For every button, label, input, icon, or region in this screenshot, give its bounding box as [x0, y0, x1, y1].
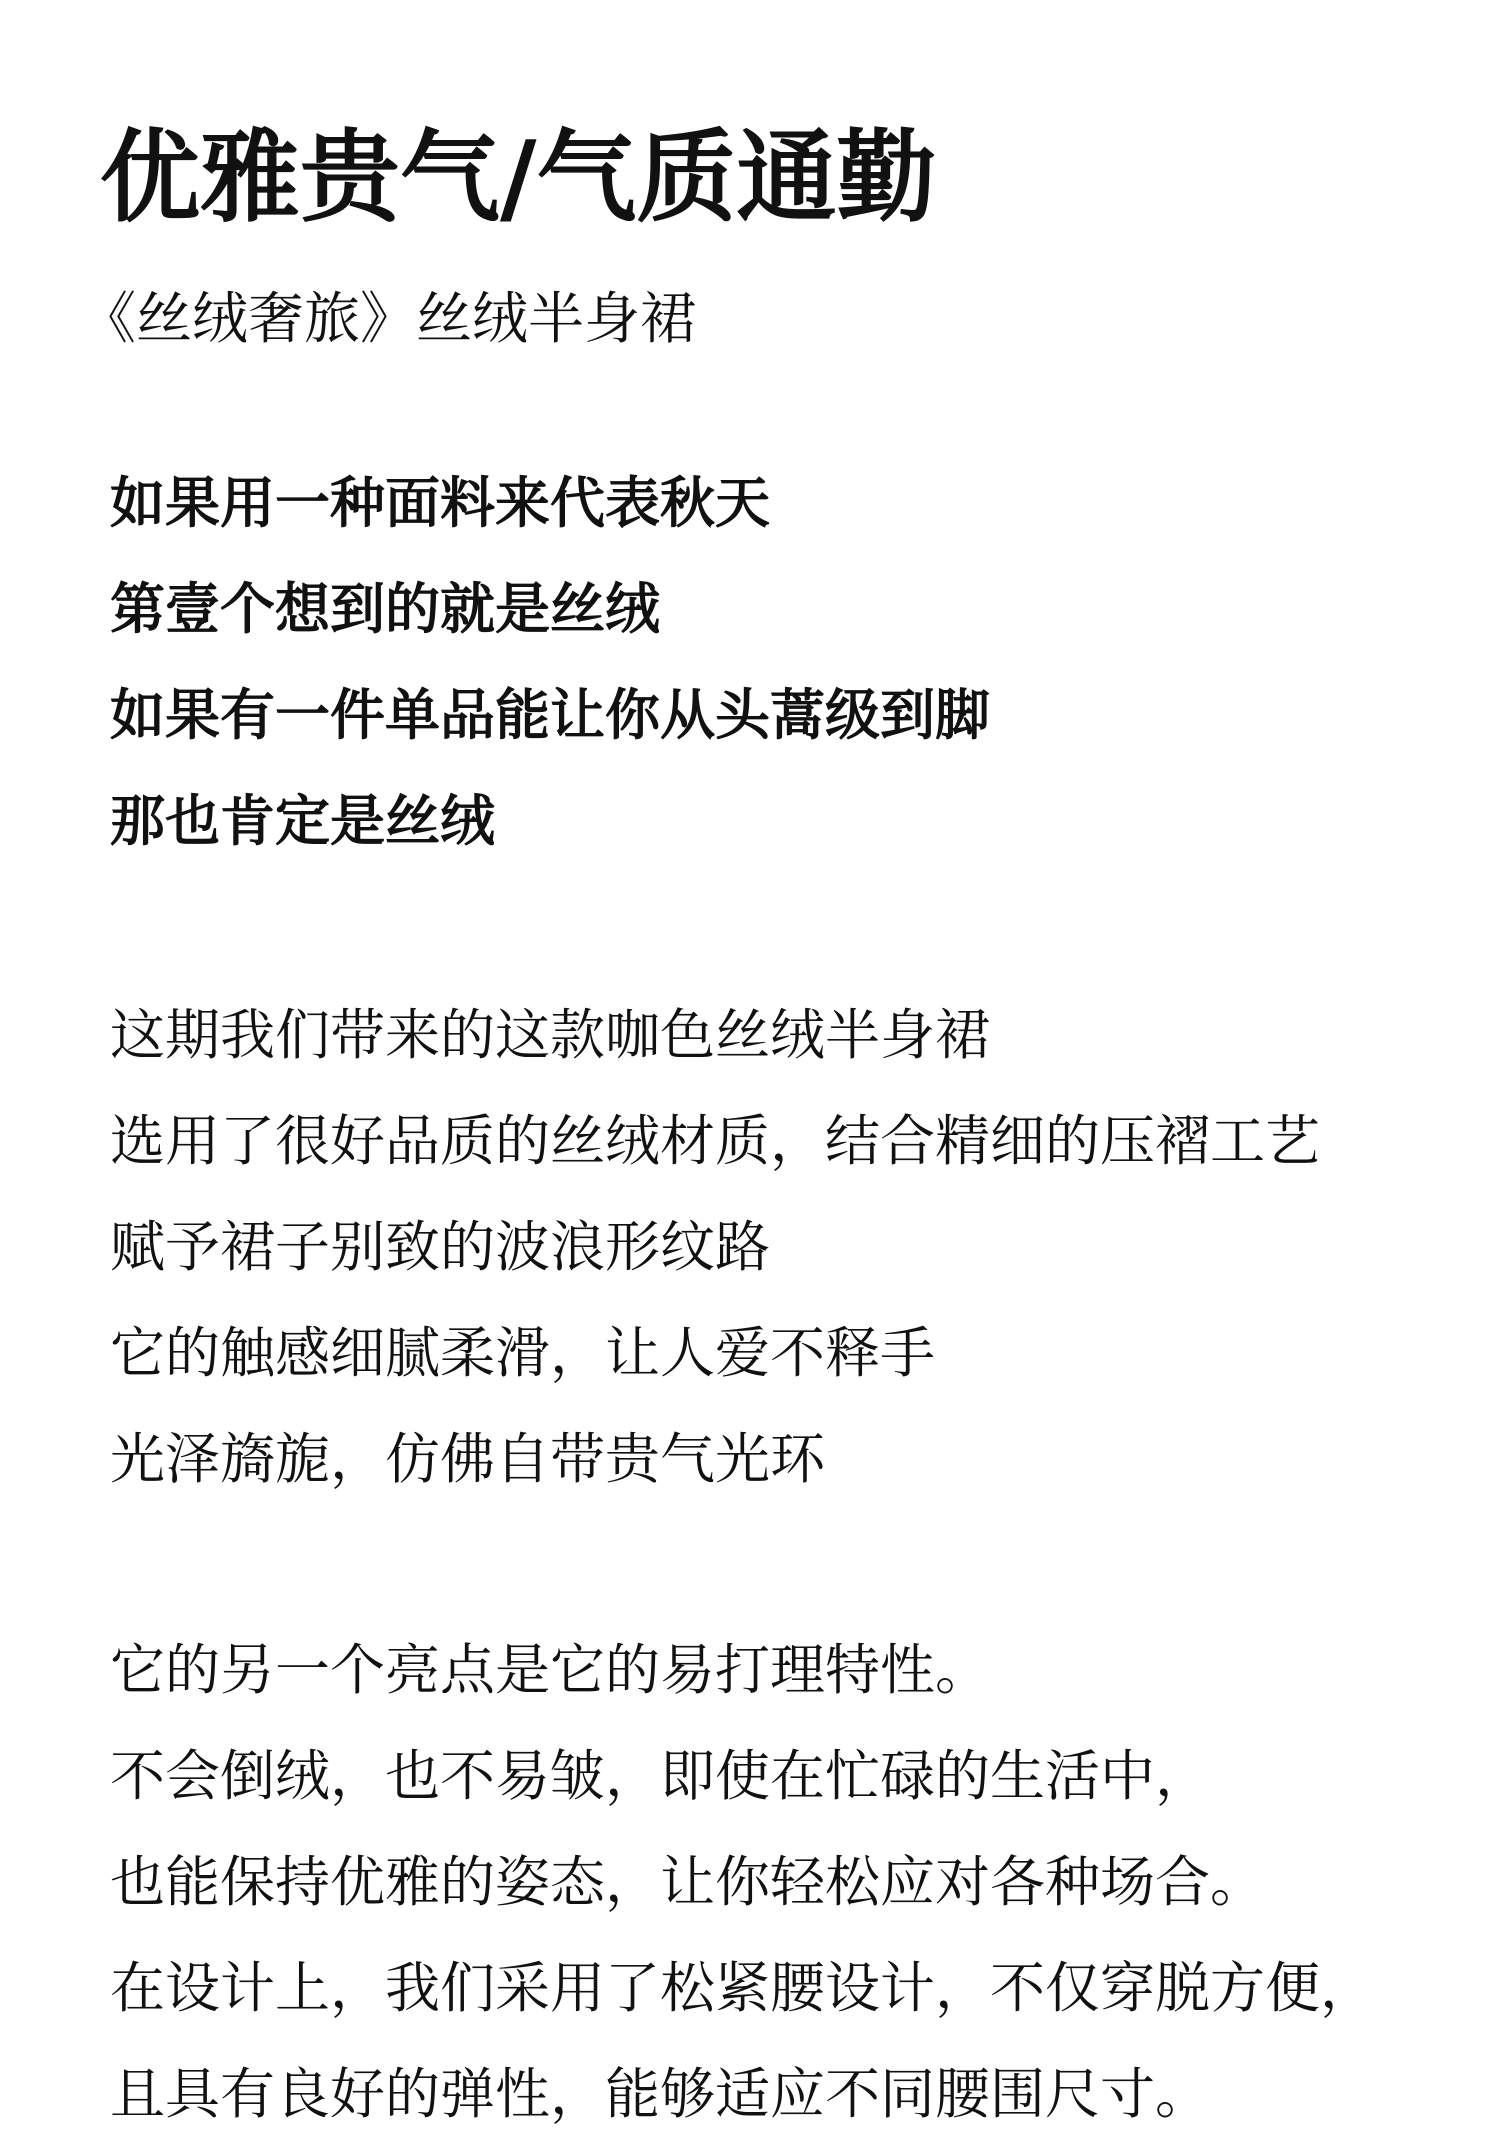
- page-title: 优雅贵气/气质通勤: [100, 119, 937, 236]
- page-subtitle: 《丝绒奢旅》丝绒半身裙: [80, 287, 696, 352]
- text-line: 那也肯定是丝绒: [110, 789, 496, 853]
- text-line: 也能保持优雅的姿态，让你轻松应对各种场合。: [110, 1850, 1266, 1914]
- text-line: 第壹个想到的就是丝绒: [110, 577, 661, 641]
- text-line: 不会倒绒，也不易皱，即使在忙碌的生活中，: [110, 1744, 1211, 1808]
- text-line: 这期我们带来的这款咖色丝绒半身裙: [110, 1003, 991, 1067]
- text-line: 在设计上，我们采用了松紧腰设计，不仅穿脱方便，: [110, 1956, 1376, 2020]
- text-line: 它的另一个亮点是它的易打理特性。: [110, 1638, 991, 1702]
- text-line: 选用了很好品质的丝绒材质，结合精细的压褶工艺: [110, 1109, 1321, 1173]
- text-line: 赋予裙子别致的波浪形纹路: [110, 1215, 771, 1279]
- text-line: 光泽旖旎，仿佛自带贵气光环: [110, 1427, 826, 1491]
- text-line: 且具有良好的弹性，能够适应不同腰围尺寸。: [110, 2062, 1211, 2126]
- text-line: 它的触感细腻柔滑，让人爱不释手: [110, 1321, 936, 1385]
- material-paragraph: [110, 982, 1320, 1512]
- text-line: 如果用一种面料来代表秋天: [110, 471, 771, 535]
- intro-paragraph: [110, 450, 990, 874]
- features-paragraph: [110, 1617, 1375, 2147]
- text-line: 如果有一件单品能让你从头蒿级到脚: [110, 683, 991, 747]
